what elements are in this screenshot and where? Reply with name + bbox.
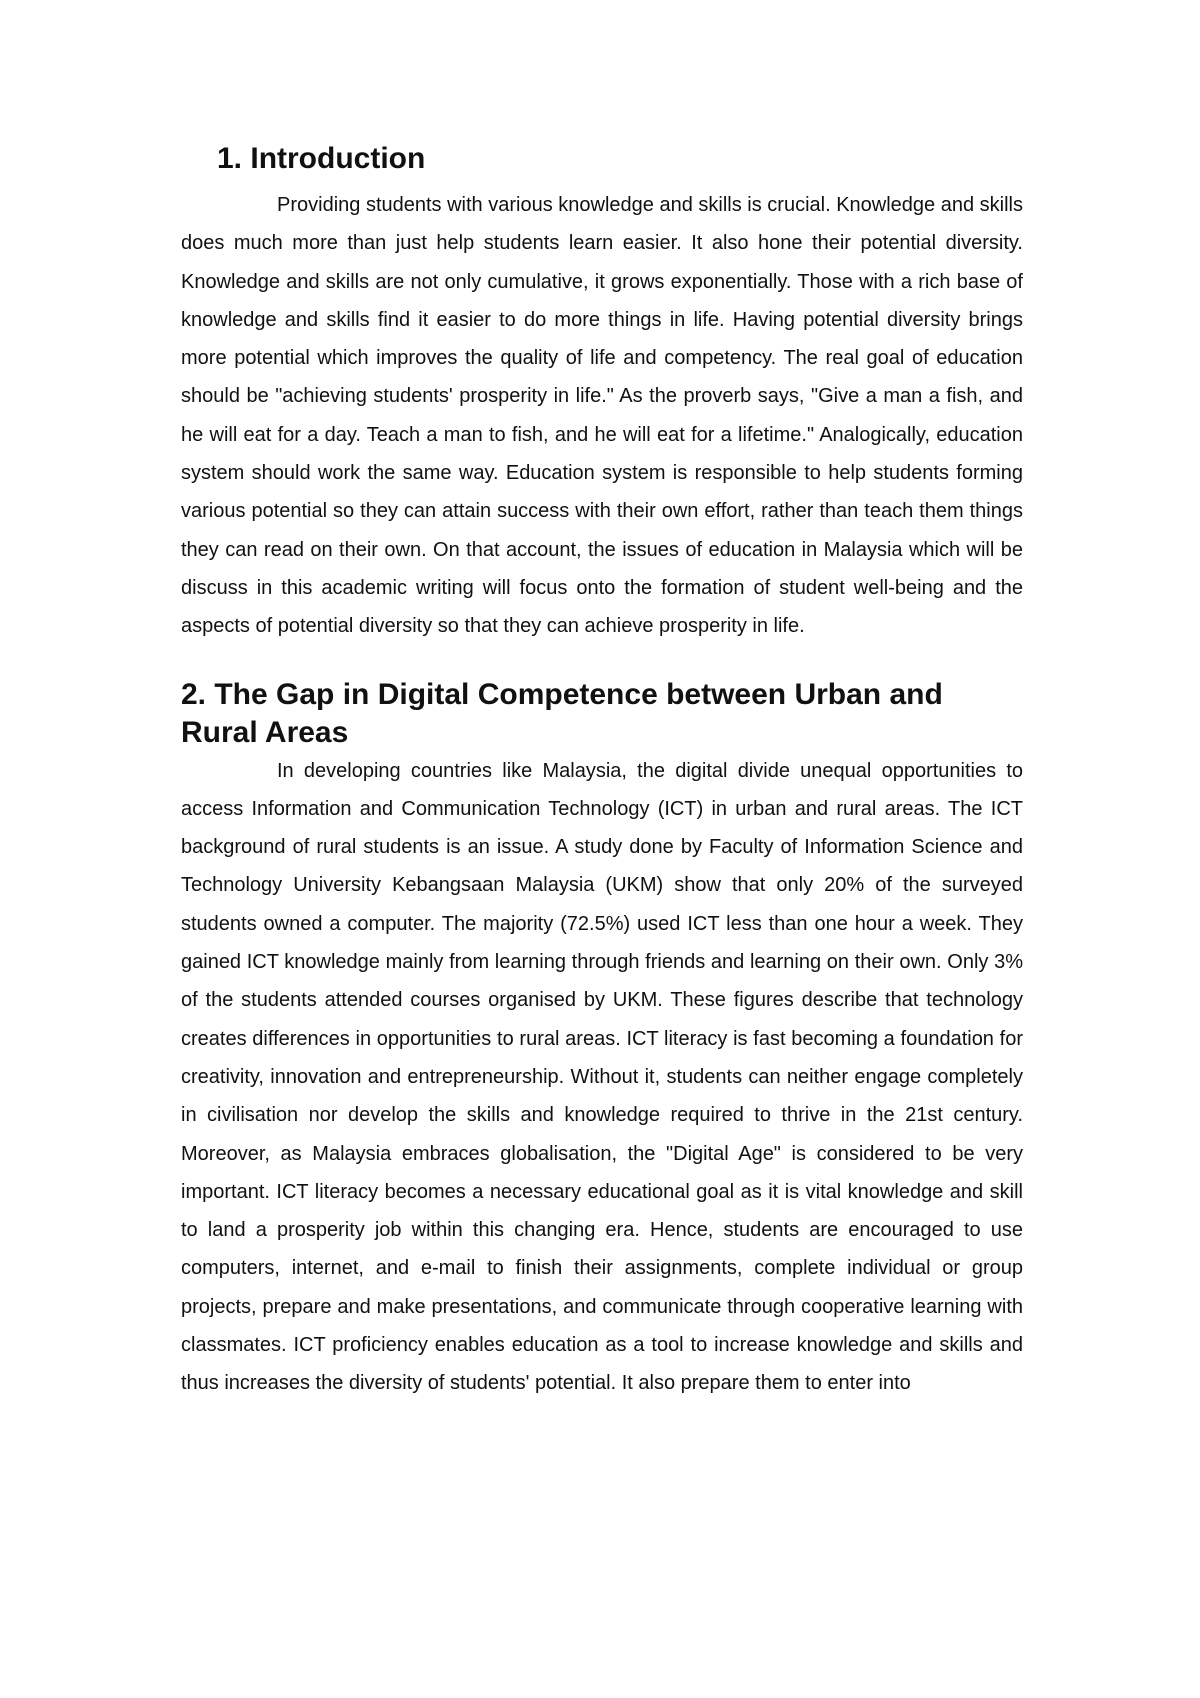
section-spacer	[181, 646, 1023, 676]
document-body	[181, 140, 1023, 1403]
section-heading-digital-gap: 2. The Gap in Digital Competence between Urban and Rural Areas	[181, 677, 943, 749]
introduction-paragraph: Providing students with various knowledge and skills is crucial. Knowledge and skills does much more than just help students learn easier. It also hone their potential diversity. Knowledge and skills are not only cumulative, it grows exponentially. Those with a rich base of knowledge and skills find it easier to do more things in life. Having potential diversity brings more potential which improves the quality of life and competency. The real goal of education should be "achieving students' prosperity in life." As the proverb says, "Give a man a fish, and he will eat for a day. Teach a man to fish, and he will eat for a lifetime." Analogically, education system should work the same way. Education system is responsible to help students forming various potential so they can attain success with their own effort, rather than teach them things they can read on their own. On that account, the issues of education in Malaysia which will be discuss in this academic writing will focus onto the formation of student well-being and the aspects of potential diversity so that they can achieve prosperity in life.	[181, 194, 1023, 638]
digital-gap-paragraph: In developing countries like Malaysia, the digital divide unequal opportunities to access Information and Communication Technology (ICT) in urban and rural areas. The ICT background of rural students is an issue. A study done by Faculty of Information Science and Technology University Kebangsaan Malaysia (UKM) show that only 20% of the surveyed students owned a computer. The majority (72.5%) used ICT less than one hour a week. They gained ICT knowledge mainly from learning through friends and learning on their own. Only 3% of the students attended courses organised by UKM. These figures describe that technology creates differences in opportunities to rural areas. ICT literacy is fast becoming a foundation for creativity, innovation and entrepreneurship. Without it, students can neither engage completely in civilisation nor develop the skills and knowledge required to thrive in the 21st century. Moreover, as Malaysia embraces globalisation, the "Digital Age" is considered to be very important. ICT literacy becomes a necessary educational goal as it is vital knowledge and skill to land a prosperity job within this changing era. Hence, students are encouraged to use computers, internet, and e-mail to finish their assignments, complete individual or group projects, prepare and make presentations, and communicate through cooperative learning with classmates. ICT proficiency enables education as a tool to increase knowledge and skills and thus increases the diversity of students' potential. It also prepare them to enter into	[181, 759, 1023, 1395]
section-heading-introduction: 1. Introduction	[217, 142, 426, 175]
